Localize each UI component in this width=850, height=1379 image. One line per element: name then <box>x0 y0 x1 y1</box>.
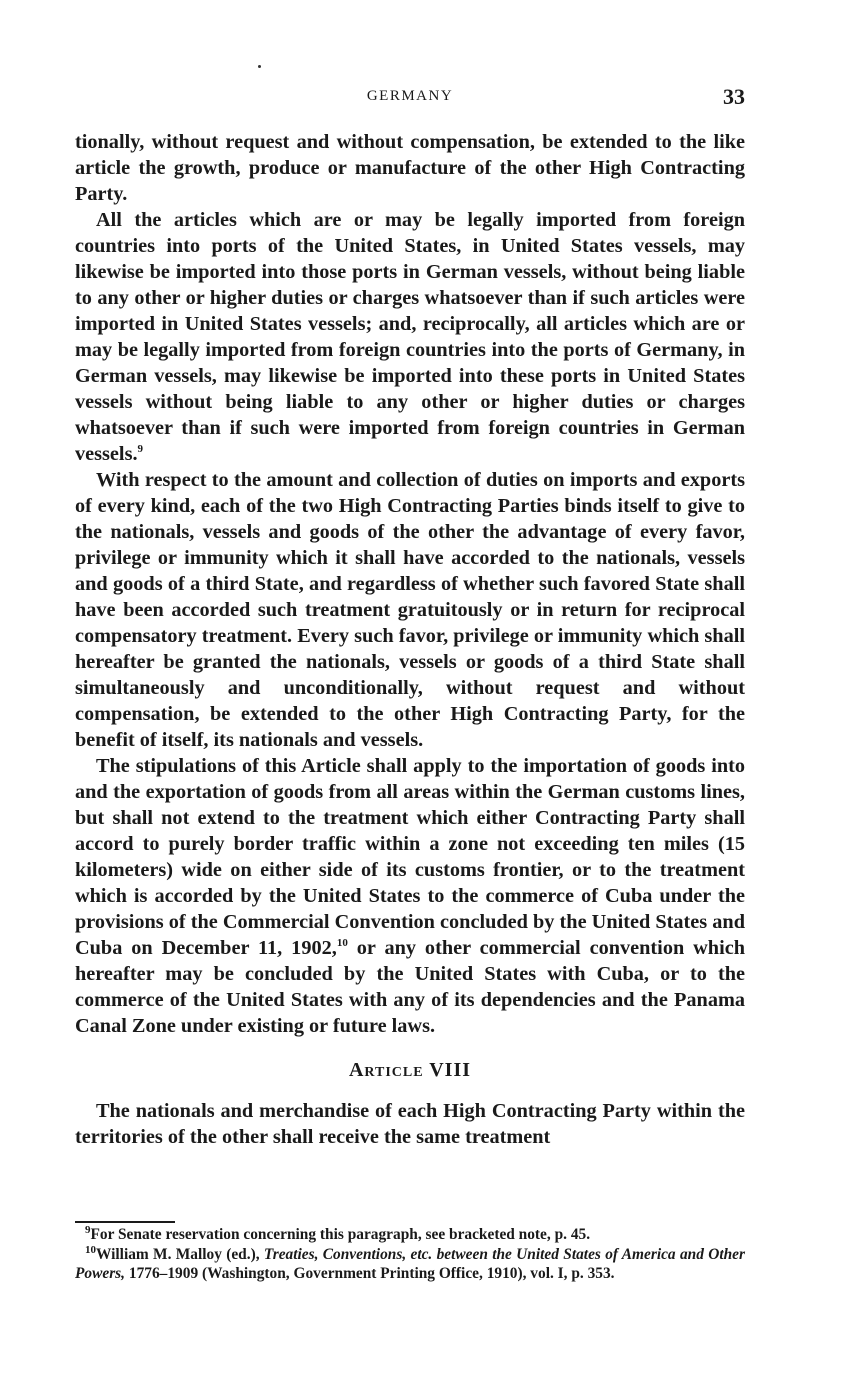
footnotes <box>75 1221 745 1284</box>
paragraph-stipulations <box>75 753 745 1039</box>
article-heading-word: Article <box>348 1059 424 1081</box>
page-header <box>75 84 745 114</box>
running-head: GERMANY <box>366 88 454 104</box>
stray-mark <box>258 65 261 68</box>
footnote-10-title: Treaties, Conventions, etc. between the United States of America and Other Powers, <box>75 1245 745 1282</box>
article-heading-numeral: VIII <box>429 1059 472 1081</box>
paragraph-imports <box>75 207 745 467</box>
page-number: 33 <box>723 84 745 109</box>
footnote-10-text-a: William M. Malloy (ed.), <box>96 1245 264 1263</box>
footnote-rule <box>75 1221 175 1223</box>
footnote-10-mark: 10 <box>85 1243 96 1256</box>
paragraph-stipulations-text-b: or any other commercial convention which hereafter may be concluded by the United States with Cuba, or to the commerce of the United States with any of its dependencies and the Panama Canal Zone under existing or future laws. <box>75 937 746 1037</box>
paragraph-duties: With respect to the amount and collection of duties on imports and exports of every kind, each of the two High Contracting Parties binds itself to give to the nationals, vessels and goods of the other the advantage of every favor, privilege or immunity which it shall have accorded to the nationals, vessels and goods of a third State, and regardless of whether such favored State shall have been accorded such treatment gratuitously or in return for reciprocal compensatory treatment. Every such favor, privilege or immunity which shall hereafter be granted the nationals, vessels or goods of a third State shall simultaneously and unconditionally, without request and without compensation, be extended to the other High Contracting Party, for the benefit of itself, its nationals and vessels. <box>75 469 745 751</box>
paragraph-continued: tionally, without request and without compensation, be extended to the like article the growth, produce or manufacture of the other High Contracting Party. <box>75 131 745 205</box>
body-text <box>75 129 745 1150</box>
footnote-9-mark: 9 <box>85 1223 91 1236</box>
article-heading <box>75 1059 745 1082</box>
footnote-10 <box>75 1245 745 1284</box>
footnote-ref-9[interactable]: 9 <box>137 443 144 456</box>
footnote-ref-10[interactable]: 10 <box>336 937 348 950</box>
footnote-9 <box>75 1225 745 1245</box>
paragraph-stipulations-text-a: The stipulations of this Article shall apply to the importation of goods into and the exportation of goods from all areas within the German customs lines, but shall not extend to the treatment which either Contracting Party shall accord to purely border traffic within a zone not exceeding ten miles (15 kilometers) wide on either side of its customs frontier, or to the treatment which is accorded by the United States to the commerce of Cuba under the provisions of the Commercial Convention concluded by the United States and Cuba on December 11, 1902, <box>75 755 745 959</box>
footnote-9-text: For Senate reservation concerning this paragraph, see bracketed note, p. 45. <box>90 1226 591 1243</box>
paragraph-imports-text: All the articles which are or may be legally imported from foreign countries into ports of the United States, in United States vessels, may likewise be imported into those ports in German vessels, without being liable to any other or higher duties or charges whatsoever than if such articles were imported in United States vessels; and, reciprocally, all articles which are or may be legally imported from foreign countries into the ports of Germany, in German vessels, may likewise be imported into these ports in United States vessels without being liable to any other or higher duties or charges whatsoever than if such were imported from foreign countries in German vessels. <box>75 209 745 465</box>
paragraph-article-viii: The nationals and merchandise of each High Contracting Party within the territories of the other shall receive the same treatment <box>75 1100 745 1148</box>
footnote-10-text-b: 1776–1909 (Washington, Government Printing Office, 1910), vol. I, p. 353. <box>125 1265 615 1282</box>
